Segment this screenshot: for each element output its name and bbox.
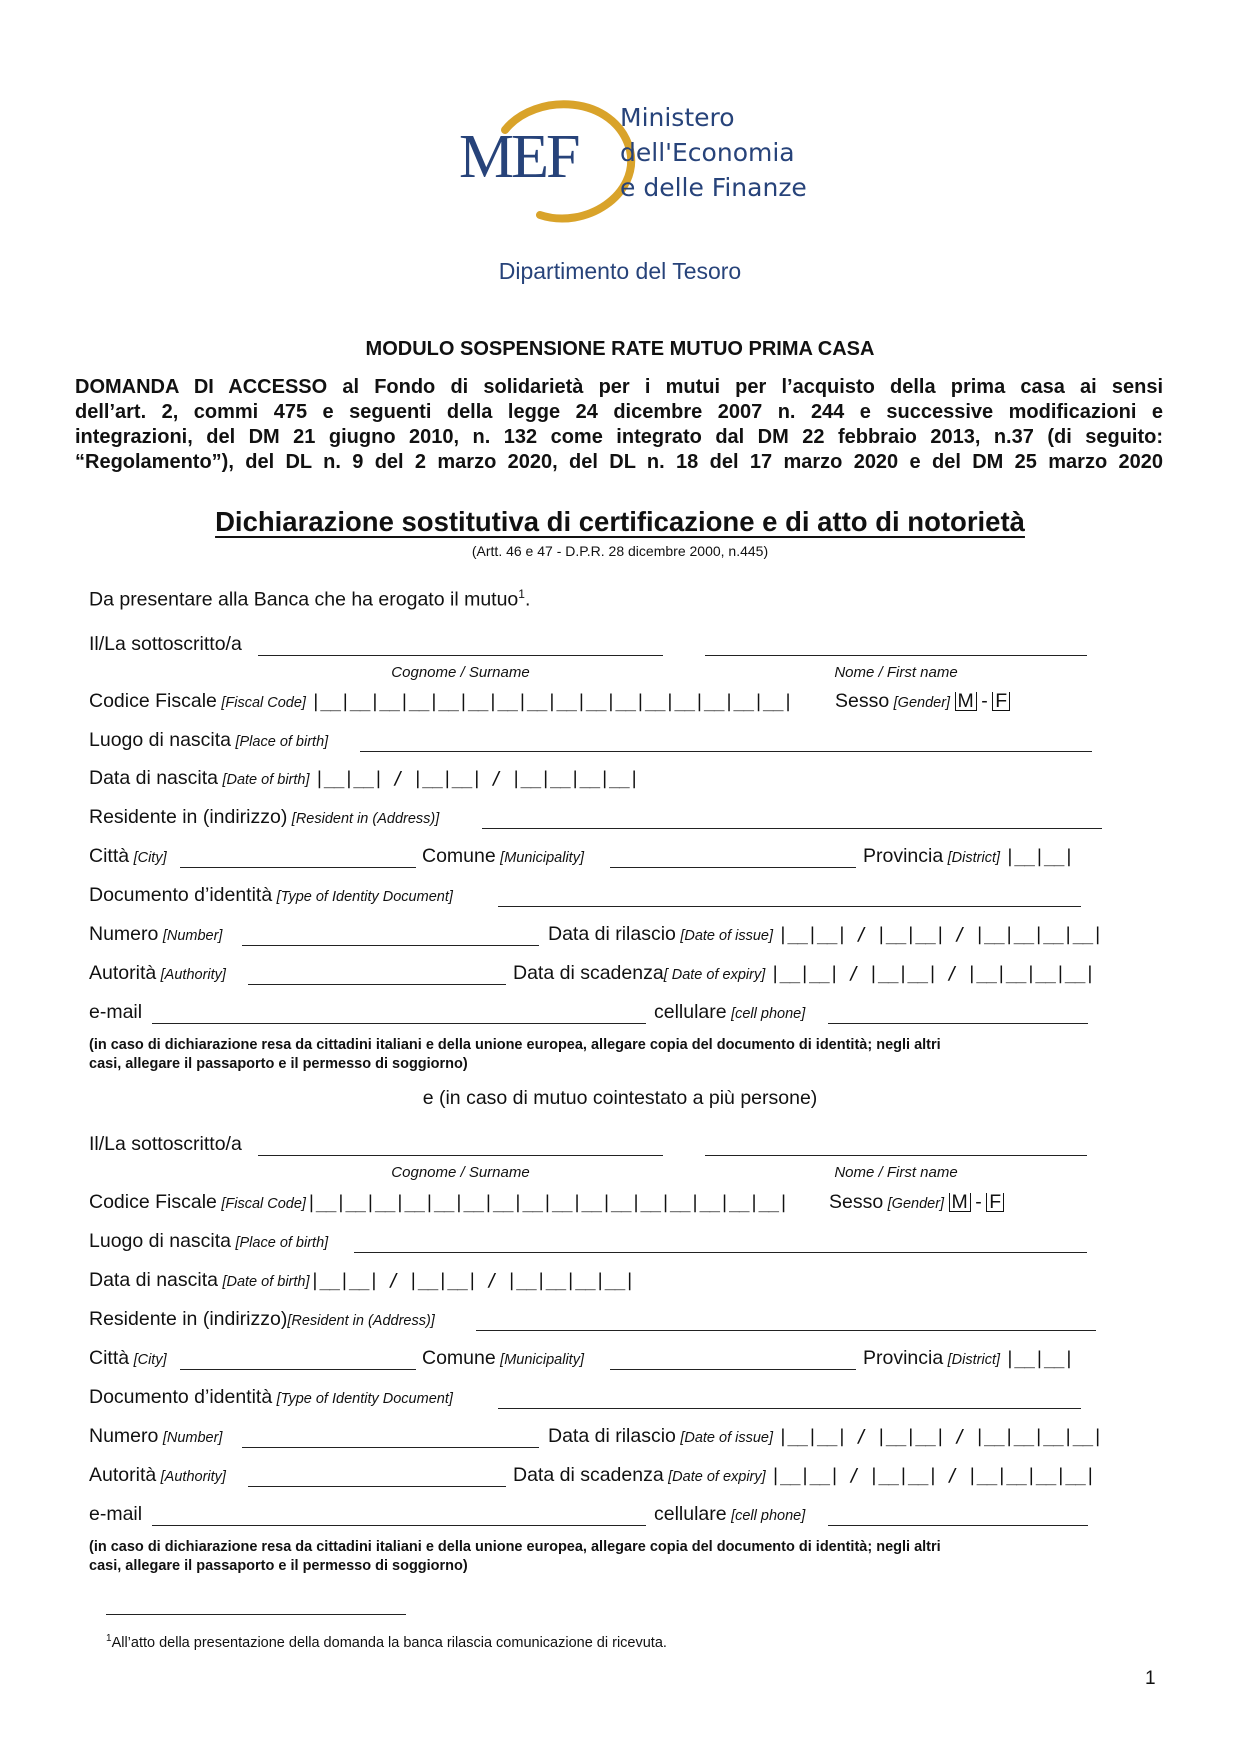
fiscal-code-label-en: [Fiscal Code]	[221, 1196, 306, 1212]
residence-label: Residente in (indirizzo)	[89, 806, 288, 828]
issue-date-row	[548, 923, 1102, 946]
province-label: Provincia	[863, 845, 944, 867]
first-name-caption: Nome / First name	[834, 664, 958, 681]
province-boxes[interactable]: |__|__|	[1004, 846, 1074, 867]
residence-label: Residente in (indirizzo)	[89, 1308, 288, 1330]
gender-label-en: [Gender]	[893, 695, 951, 711]
birth-place-row	[89, 729, 328, 752]
municipality-label-en: [Municipality]	[500, 850, 584, 866]
logo-line-1: Ministero	[620, 103, 735, 132]
authority-field[interactable]	[248, 1486, 506, 1487]
birth-place-label: Luogo di nascita	[89, 1230, 232, 1252]
number-label-en: [Number]	[162, 1430, 223, 1446]
logo-line-3: e delle Finanze	[620, 173, 807, 202]
authority-row	[89, 1464, 226, 1487]
footnote-number: 1	[106, 1633, 112, 1644]
gender-label: Sesso	[829, 1191, 884, 1213]
fiscal-code-row	[89, 690, 792, 713]
surname-field[interactable]	[258, 1155, 663, 1156]
page-number: 1	[1145, 1668, 1156, 1689]
footnote-divider	[106, 1614, 406, 1615]
expiry-date-row	[513, 1464, 1095, 1487]
authority-row	[89, 962, 226, 985]
fiscal-code-label: Codice Fiscale	[89, 1191, 217, 1213]
city-label-en: [City]	[133, 850, 167, 866]
email-row	[89, 1503, 142, 1526]
municipality-row	[422, 1347, 584, 1370]
id-document-row	[89, 884, 453, 907]
birth-date-row	[89, 767, 639, 790]
province-row	[863, 845, 1073, 868]
birth-date-label-en: [Date of birth]	[222, 772, 310, 788]
cellphone-label: cellulare	[654, 1001, 727, 1023]
cellphone-row	[654, 1503, 805, 1526]
authority-label: Autorità	[89, 1464, 157, 1486]
first-name-caption: Nome / First name	[834, 1164, 958, 1181]
surname-caption: Cognome / Surname	[391, 664, 530, 681]
gender-separator: -	[975, 1191, 982, 1213]
intro-line-4: “Regolamento”), del DL n. 9 del 2 marzo 2020, del DL n. 18 del 17 marzo 2020 e del DM 25 marzo 2020	[75, 451, 1163, 473]
birth-place-row	[89, 1230, 328, 1253]
birth-date-label: Data di nascita	[89, 1269, 218, 1291]
issue-date-row	[548, 1425, 1102, 1448]
municipality-label: Comune	[422, 1347, 496, 1369]
undersigned-label: Il/La sottoscritto/a	[89, 633, 242, 655]
authority-label: Autorità	[89, 962, 157, 984]
id-document-row	[89, 1386, 453, 1409]
id-document-label: Documento d’identità	[89, 1386, 273, 1408]
province-label-en: [District]	[947, 1352, 1001, 1368]
issue-date-label: Data di rilascio	[548, 1425, 676, 1447]
joint-mortgage-heading: e (in caso di mutuo cointestato a più persone)	[422, 1087, 818, 1109]
birth-date-label-en: [Date of birth]	[222, 1274, 310, 1290]
undersigned-label: Il/La sottoscritto/a	[89, 1133, 242, 1155]
city-field[interactable]	[180, 867, 416, 868]
email-row	[89, 1001, 142, 1024]
surname-caption: Cognome / Surname	[391, 1164, 530, 1181]
first-name-field[interactable]	[705, 655, 1087, 656]
fiscal-code-label-en: [Fiscal Code]	[221, 695, 306, 711]
residence-field[interactable]	[482, 828, 1102, 829]
footnote-text: All’atto della presentazione della domanda la banca rilascia comunicazione di ricevuta.	[111, 1634, 667, 1651]
birth-date-row	[89, 1269, 634, 1292]
gender-f-checkbox[interactable]: F	[986, 1193, 1004, 1212]
footnote	[106, 1633, 667, 1651]
fiscal-code-boxes[interactable]: |__|__|__|__|__|__|__|__|__|__|__|__|__|__|__|__|	[310, 691, 793, 712]
gender-row	[835, 690, 1010, 713]
cellphone-label-en: [cell phone]	[731, 1508, 806, 1524]
authority-label-en: [Authority]	[160, 1469, 226, 1485]
id-document-note: (in caso di dichiarazione resa da cittadini italiani e della unione europea, allegare copia del documento di identità; negli altri casi, allegare il passaporto e il permesso di soggiorno)	[89, 1037, 941, 1072]
city-label-en: [City]	[133, 1352, 167, 1368]
gender-row	[829, 1191, 1004, 1214]
cellphone-label: cellulare	[654, 1503, 727, 1525]
number-row	[89, 923, 222, 946]
mef-logo	[459, 100, 825, 225]
declaration-subtitle: (Artt. 46 e 47 - D.P.R. 28 dicembre 2000, n.445)	[471, 543, 769, 559]
intro-line-2: dell’art. 2, commi 475 e seguenti della legge 24 dicembre 2007 n. 244 e successive modificazioni e	[75, 401, 1163, 423]
expiry-date-label-en: [Date of expiry]	[668, 1469, 766, 1485]
birth-place-field[interactable]	[360, 751, 1092, 752]
id-document-note: (in caso di dichiarazione resa da cittadini italiani e della unione europea, allegare copia del documento di identità; negli altri casi, allegare il passaporto e il permesso di soggiorno)	[89, 1539, 941, 1574]
issue-date-label: Data di rilascio	[548, 923, 676, 945]
birth-place-label: Luogo di nascita	[89, 729, 232, 751]
expiry-date-boxes[interactable]: |__|__| / |__|__| / |__|__|__|__|	[770, 1465, 1095, 1486]
authority-field[interactable]	[248, 984, 506, 985]
birth-place-field[interactable]	[354, 1252, 1087, 1253]
municipality-label-en: [Municipality]	[500, 1352, 584, 1368]
email-field[interactable]	[152, 1525, 646, 1526]
province-label: Provincia	[863, 1347, 944, 1369]
fiscal-code-boxes[interactable]: |__|__|__|__|__|__|__|__|__|__|__|__|__|__|__|__|	[305, 1192, 788, 1213]
number-field[interactable]	[242, 1447, 539, 1448]
id-document-label-en: [Type of Identity Document]	[276, 889, 453, 905]
email-label: e-mail	[89, 1503, 143, 1525]
number-field[interactable]	[242, 945, 539, 946]
residence-label-en: [Resident in (Address)]	[291, 811, 440, 827]
gender-separator: -	[981, 690, 988, 712]
city-row	[89, 845, 167, 868]
expiry-date-boxes[interactable]: |__|__| / |__|__| / |__|__|__|__|	[769, 963, 1095, 984]
intro-paragraph	[75, 375, 1163, 475]
province-boxes[interactable]: |__|__|	[1004, 1348, 1074, 1369]
municipality-field[interactable]	[610, 867, 856, 868]
id-document-field[interactable]	[498, 906, 1081, 907]
province-row	[863, 1347, 1073, 1370]
email-label: e-mail	[89, 1001, 143, 1023]
authority-label-en: [Authority]	[160, 967, 226, 983]
id-document-label: Documento d’identità	[89, 884, 273, 906]
intro-line-3: integrazioni, del DM 21 giugno 2010, n. 132 come integrato dal DM 22 febbraio 2013, n.37 (di seguito:	[75, 426, 1163, 448]
fiscal-code-row	[89, 1191, 788, 1214]
city-row	[89, 1347, 167, 1370]
birth-date-boxes[interactable]: |__|__| / |__|__| / |__|__|__|__|	[309, 1270, 635, 1291]
residence-row	[89, 806, 439, 829]
cellphone-label-en: [cell phone]	[731, 1006, 806, 1022]
gender-label: Sesso	[835, 690, 890, 712]
expiry-date-label: Data di scadenza	[513, 962, 664, 984]
present-to-text: Da presentare alla Banca che ha erogato il mutuo$^1$.	[89, 587, 531, 611]
number-label: Numero	[89, 1425, 159, 1447]
logo-ministry-name	[620, 100, 807, 205]
cellphone-field[interactable]	[828, 1023, 1088, 1024]
expiry-date-label: Data di scadenza	[513, 1464, 664, 1486]
municipality-field[interactable]	[610, 1369, 856, 1370]
issue-date-boxes[interactable]: |__|__| / |__|__| / |__|__|__|__|	[777, 924, 1103, 945]
department-name: Dipartimento del Tesoro	[498, 258, 742, 284]
surname-field[interactable]	[258, 655, 663, 656]
number-row	[89, 1425, 222, 1448]
province-label-en: [District]	[947, 850, 1001, 866]
declaration-title: Dichiarazione sostitutiva di certificazione e di atto di notorietà	[215, 506, 1025, 537]
city-label: Città	[89, 1347, 130, 1369]
birth-place-label-en: [Place of birth]	[235, 1235, 329, 1251]
intro-line-1: DOMANDA DI ACCESSO al Fondo di solidarietà per i mutui per l’acquisto della prima casa ai sensi	[75, 376, 1163, 398]
id-document-label-en: [Type of Identity Document]	[276, 1391, 453, 1407]
municipality-label: Comune	[422, 845, 496, 867]
city-label: Città	[89, 845, 130, 867]
residence-field[interactable]	[476, 1330, 1096, 1331]
issue-date-label-en: [Date of issue]	[680, 928, 774, 944]
city-field[interactable]	[180, 1369, 416, 1370]
id-document-field[interactable]	[498, 1408, 1081, 1409]
logo-acronym: MEF	[459, 123, 578, 191]
expiry-date-label-en: [ Date of expiry]	[663, 967, 766, 983]
residence-row	[89, 1308, 435, 1331]
birth-date-label: Data di nascita	[89, 767, 218, 789]
number-label-en: [Number]	[162, 928, 223, 944]
gender-f-checkbox[interactable]: F	[992, 692, 1010, 711]
first-name-field[interactable]	[705, 1155, 1087, 1156]
municipality-row	[422, 845, 584, 868]
issue-date-boxes[interactable]: |__|__| / |__|__| / |__|__|__|__|	[777, 1426, 1103, 1447]
cellphone-row	[654, 1001, 805, 1024]
birth-date-boxes[interactable]: |__|__| / |__|__| / |__|__|__|__|	[313, 768, 639, 789]
issue-date-label-en: [Date of issue]	[680, 1430, 774, 1446]
gender-m-checkbox[interactable]: M	[955, 692, 977, 711]
logo-line-2: dell'Economia	[620, 138, 795, 167]
birth-place-label-en: [Place of birth]	[235, 734, 329, 750]
gender-m-checkbox[interactable]: M	[949, 1193, 971, 1212]
gender-label-en: [Gender]	[887, 1196, 945, 1212]
number-label: Numero	[89, 923, 159, 945]
expiry-date-row	[513, 962, 1094, 985]
residence-label-en: [Resident in (Address)]	[287, 1313, 435, 1329]
email-field[interactable]	[152, 1023, 646, 1024]
footnote-ref: 1	[518, 587, 525, 601]
cellphone-field[interactable]	[828, 1525, 1088, 1526]
fiscal-code-label: Codice Fiscale	[89, 690, 217, 712]
form-title: MODULO SOSPENSIONE RATE MUTUO PRIMA CASA	[365, 338, 875, 360]
